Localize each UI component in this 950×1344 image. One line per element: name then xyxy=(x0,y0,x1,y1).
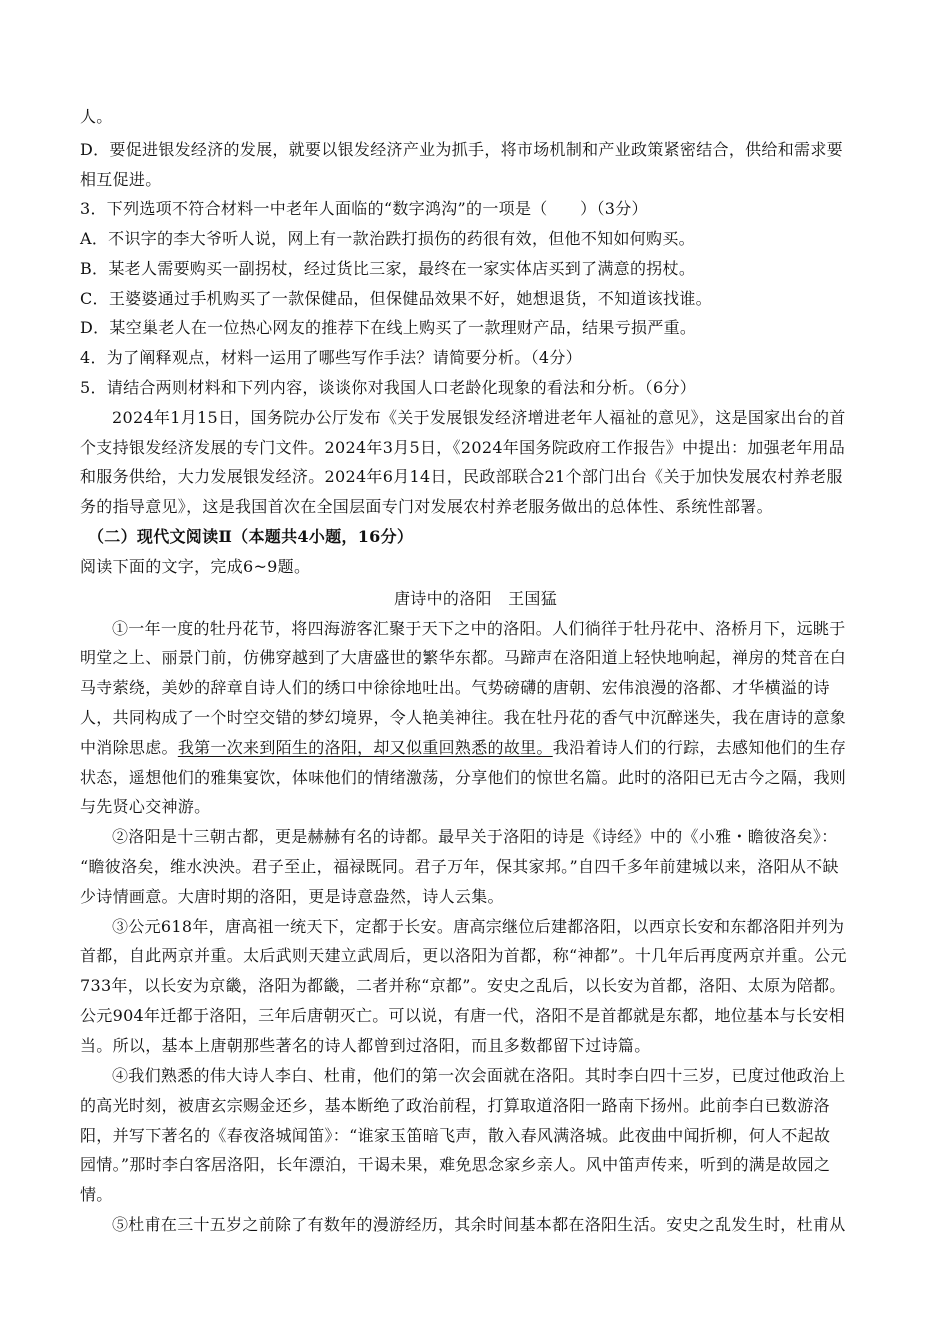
question-5-material-line: 2024年1月15日，国务院办公厅发布《关于发展银发经济增进老年人福祉的意见》，这是国家出台的首 xyxy=(112,408,846,427)
question-3-option-b: B．某老人需要购买一副拐杖，经过货比三家，最终在一家实体店买到了满意的拐杖。 xyxy=(80,259,696,278)
paragraph-1-line: 与先贤心交神游。 xyxy=(80,797,211,816)
paragraph-3-line: 733年，以长安为京畿，洛阳为都畿，二者并称“京都”。安史之乱后，以长安为首都，洛阳、太原为陪都。 xyxy=(80,976,846,995)
paragraph-1-line: 马寺萦绕，美妙的辞章自诗人们的绣口中徐徐地吐出。气势磅礴的唐朝、宏伟浪漫的洛都、才华横溢的诗 xyxy=(80,678,830,697)
paragraph-1-text: 中消除思虑。 xyxy=(80,738,178,757)
question-3-stem: 3．下列选项不符合材料一中老年人面临的“数字鸿沟”的一项是（ ）（3分） xyxy=(80,199,648,218)
paragraph-1-text: 我沿着诗人们的行踪，去感知他们的生存 xyxy=(552,738,847,757)
paragraph-4-line: 的高光时刻，被唐玄宗赐金还乡，基本断绝了政治前程，打算取道洛阳一路南下扬州。此前李白已数游洛 xyxy=(80,1096,830,1115)
question-3-option-c: C．王婆婆通过手机购买了一款保健品，但保健品效果不好，她想退货，不知道该找谁。 xyxy=(80,289,712,308)
reading-instruction: 阅读下面的文字，完成6~9题。 xyxy=(80,557,311,576)
article-title: 唐诗中的洛阳 王国猛 xyxy=(394,589,558,608)
q2-option-d-line1: D．要促进银发经济的发展，就要以银发经济产业为抓手，将市场机制和产业政策紧密结合，供给和需求要 xyxy=(80,140,843,159)
question-3-option-d: D．某空巢老人在一位热心网友的推荐下在线上购买了一款理财产品，结果亏损严重。 xyxy=(80,318,697,337)
section-heading: （二）现代文阅读Ⅱ（本题共4小题，16分） xyxy=(88,527,414,546)
question-5: 5．请结合两则材料和下列内容，谈谈你对我国人口老龄化现象的看法和分析。（6分） xyxy=(80,378,697,397)
paragraph-3-line: ③公元618年，唐高祖一统天下，定都于长安。唐高宗继位后建都洛阳，以西京长安和东都洛阳并列为 xyxy=(112,917,845,936)
paragraph-2-line: ②洛阳是十三朝古都，更是赫赫有名的诗都。最早关于洛阳的诗是《诗经》中的《小雅・瞻彼洛矣》： xyxy=(112,827,838,846)
paragraph-4-line: 园情。”那时李白客居洛阳，长年漂泊，干谒未果，难免思念家乡亲人。风中笛声传来，听到的满是故园之 xyxy=(80,1155,831,1174)
paragraph-4-line: 情。 xyxy=(80,1185,113,1204)
paragraph-1-line: 明堂之上、丽景门前，仿佛穿越到了大唐盛世的繁华东都。马蹄声在洛阳道上轻快地响起，禅房的梵音在白 xyxy=(80,648,847,667)
paragraph-2-line: “瞻彼洛矣，维水泱泱。君子至止，福禄既同。君子万年，保其家邦。”自四千多年前建城以来，洛阳从不缺 xyxy=(80,857,839,876)
paragraph-3-line: 当。所以，基本上唐朝那些著名的诗人都曾到过洛阳，而且多数都留下过诗篇。 xyxy=(80,1036,651,1055)
paragraph-1-line xyxy=(80,738,846,758)
paragraph-2-line: 少诗情画意。大唐时期的洛阳，更是诗意盎然，诗人云集。 xyxy=(80,887,504,906)
q2-option-d-line2: 相互促进。 xyxy=(80,170,162,189)
paragraph-1-line: 状态，遥想他们的雅集宴饮，体味他们的情绪激荡，分享他们的惊世名篇。此时的洛阳已无古今之隔，我则 xyxy=(80,768,847,787)
question-5-material-line: 和服务供给，大力发展银发经济。2024年6月14日，民政部联合21个部门出台《关于加快发展农村养老服 xyxy=(80,467,843,486)
paragraph-4-line: 阳，并写下著名的《春夜洛城闻笛》：“谁家玉笛暗飞声，散入春风满洛城。此夜曲中闻折柳，何人不起故 xyxy=(80,1126,831,1145)
question-5-material-line: 务的指导意见》，这是我国首次在全国层面专门对发展农村养老服务做出的总体性、系统性部署。 xyxy=(80,497,773,516)
paragraph-1-line: 人，共同构成了一个时空交错的梦幻境界，令人艳美神往。我在牡丹花的香气中沉醉迷失，我在唐诗的意象 xyxy=(80,708,847,727)
question-4: 4．为了阐释观点，材料一运用了哪些写作手法？请简要分析。（4分） xyxy=(80,348,582,367)
underlined-sentence: 我第一次来到陌生的洛阳，却又似重回熟悉的故里。 xyxy=(177,738,553,757)
question-3-option-a: A．不识字的李大爷听人说，网上有一款治跌打损伤的药很有效，但他不知如何购买。 xyxy=(80,229,695,248)
paragraph-3-line: 首都，自此两京并重。太后武则天建立武周后，更以洛阳为首都，称“神都”。十几年后再度两京并重。公元 xyxy=(80,946,847,965)
question-5-material-line: 个支持银发经济发展的专门文件。2024年3月5日，《2024年国务院政府工作报告》中提出：加强老年用品 xyxy=(80,438,846,457)
paragraph-4-line: ④我们熟悉的伟大诗人李白、杜甫，他们的第一次会面就在洛阳。其时李白四十三岁，已度过他政治上 xyxy=(112,1066,846,1085)
paragraph-3-line: 公元904年迁都于洛阳，三年后唐朝灭亡。可以说，有唐一代，洛阳不是首都就是东都，地位基本与长安相 xyxy=(80,1006,845,1025)
paragraph-5-line: ⑤杜甫在三十五岁之前除了有数年的漫游经历，其余时间基本都在洛阳生活。安史之乱发生时，杜甫从 xyxy=(112,1215,846,1234)
q2-option-c-tail: 人。 xyxy=(80,107,113,126)
paragraph-1-line: ①一年一度的牡丹花节，将四海游客汇聚于天下之中的洛阳。人们徜徉于牡丹花中、洛桥月下，远眺于 xyxy=(112,619,846,638)
